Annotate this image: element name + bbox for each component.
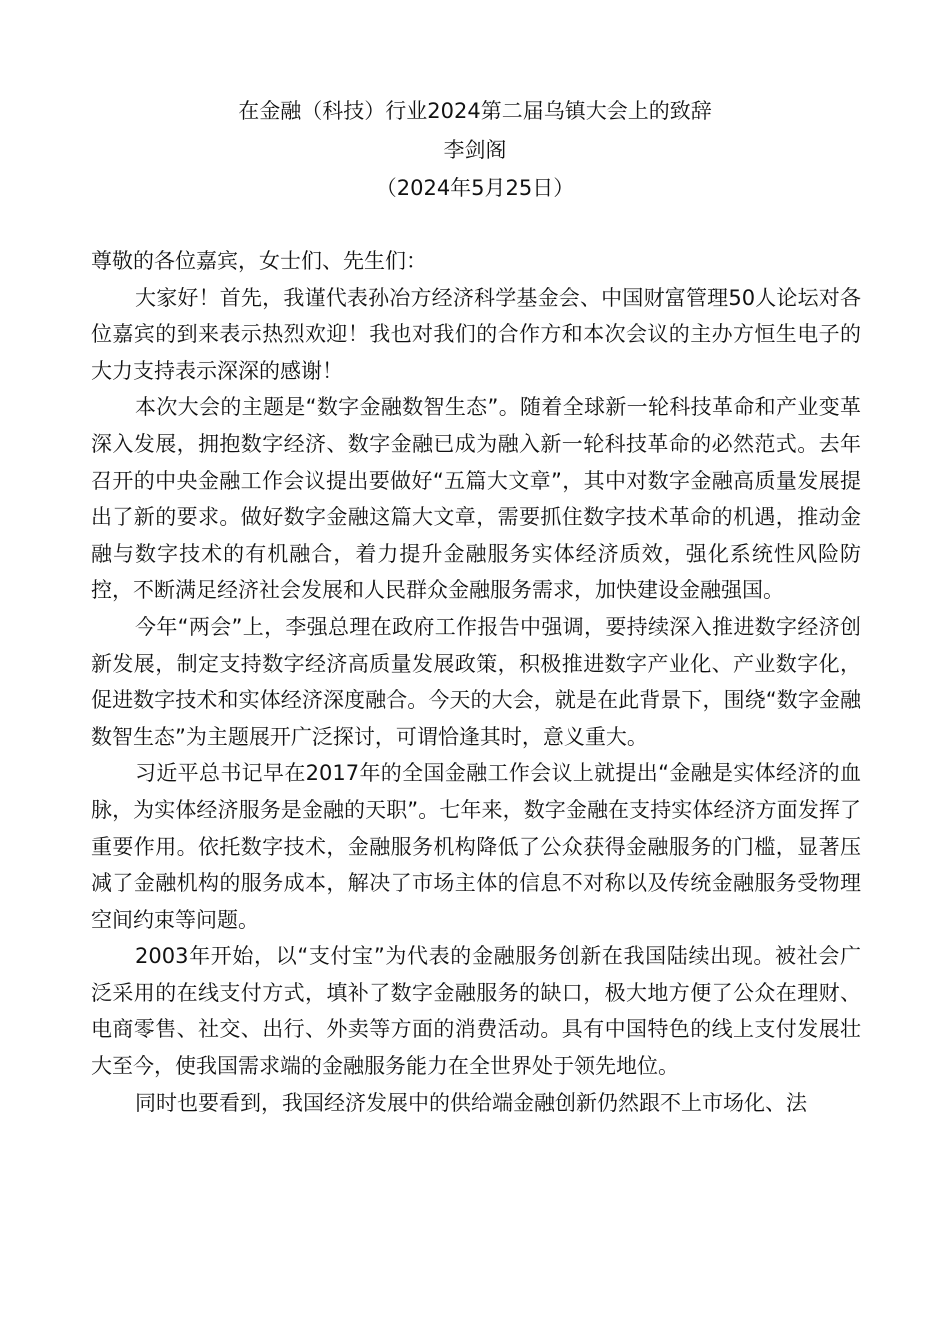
paragraph: 同时也要看到，我国经济发展中的供给端金融创新仍然跟不上市场化、法 xyxy=(135,1090,807,1115)
paragraph: 2003年开始，以“支付宝”为代表的金融服务创新在我国陆续出现。被社会广泛采用的在线支付方式，填补了数字金融服务的缺口，极大地方便了公众在理财、电商零售、社交、出行、外卖等方面的消费活动。具有中国特色的线上支付发展壮大至今，使我国需求端的金融服务能力在全世界处于领先地位。 xyxy=(91,944,861,1079)
document-body xyxy=(91,243,861,1121)
paragraph: 今年“两会”上，李强总理在政府工作报告中强调，要持续深入推进数字经济创新发展，制定支持数字经济高质量发展政策，积极推进数字产业化、产业数字化，促进数字技术和实体经济深度融合。今天的大会，就是在此背景下，围绕“数字金融数智生态”为主题展开广泛探讨，可谓恰逢其时，意义重大。 xyxy=(91,614,861,749)
paragraph: 大家好！首先，我谨代表孙冶方经济科学基金会、中国财富管理50人论坛对各位嘉宾的到来表示热烈欢迎！我也对我们的合作方和本次会议的主办方恒生电子的大力支持表示深深的感谢！ xyxy=(91,285,861,383)
paragraph: 本次大会的主题是“数字金融数智生态”。随着全球新一轮科技革命和产业变革深入发展，拥抱数字经济、数字金融已成为融入新一轮科技革命的必然范式。去年召开的中央金融工作会议提出要做好“五篇大文章”，其中对数字金融高质量发展提出了新的要求。做好数字金融这篇大文章，需要抓住数字技术革命的机遇，推动金融与数字技术的有机融合，着力提升金融服务实体经济质效，强化系统性风险防控，不断满足经济社会发展和人民群众金融服务需求，加快建设金融强国。 xyxy=(91,395,861,603)
document-author: 李剑阁 xyxy=(443,138,507,162)
paragraph: 习近平总书记早在2017年的全国金融工作会议上就提出“金融是实体经济的血脉，为实体经济服务是金融的天职”。七年来，数字金融在支持实体经济方面发挥了重要作用。依托数字技术，金融服务机构降低了公众获得金融服务的门槛，显著压减了金融机构的服务成本，解决了市场主体的信息不对称以及传统金融服务受物理空间约束等问题。 xyxy=(91,761,861,932)
document-date: （2024年5月25日） xyxy=(375,176,575,200)
document-title: 在金融（科技）行业2024第二届乌镇大会上的致辞 xyxy=(238,99,712,123)
salutation: 尊敬的各位嘉宾，女士们、先生们： xyxy=(91,249,427,273)
